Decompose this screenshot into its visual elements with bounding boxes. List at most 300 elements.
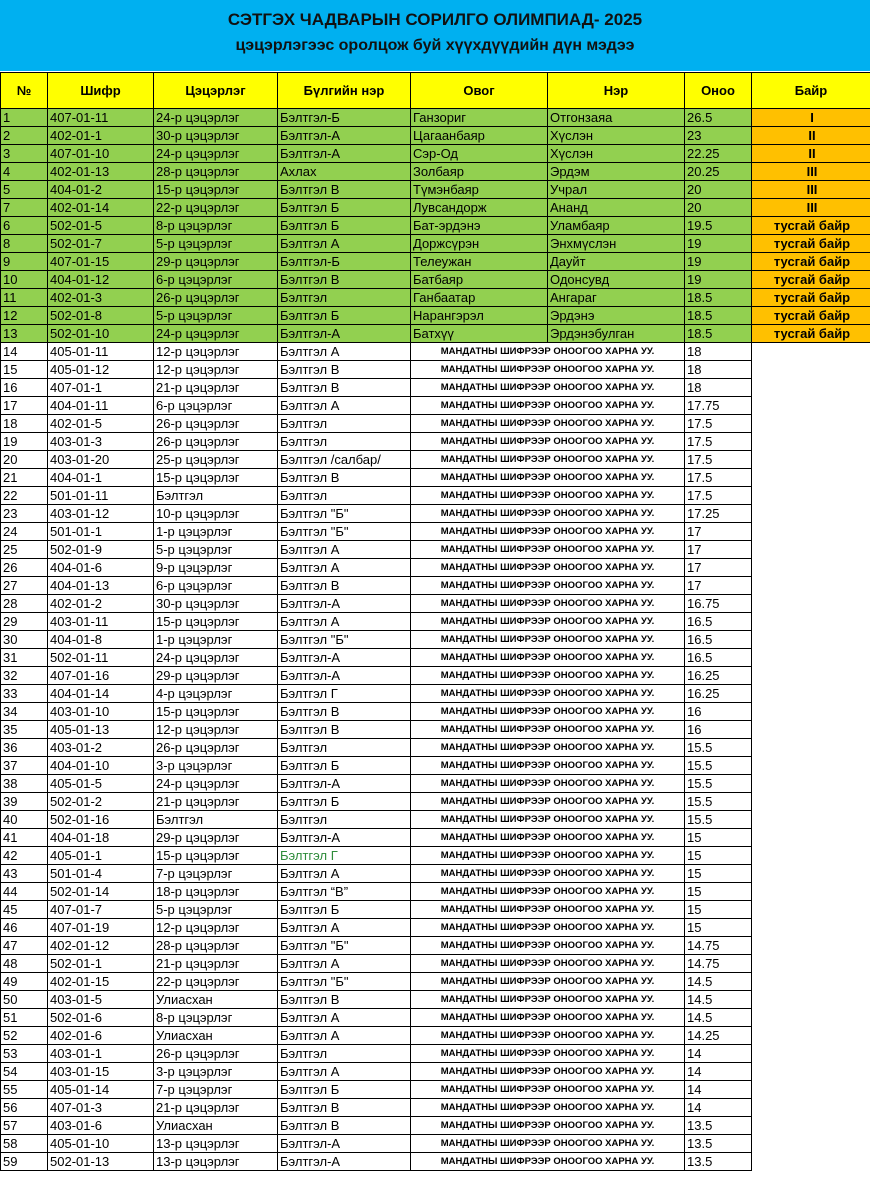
cell-kindergarten: 12-р цэцэрлэг [154,343,278,361]
cell-group: Бэлтгэл А [278,235,411,253]
cell-no: 21 [1,469,48,487]
col-header-score: Оноо [685,73,752,109]
cell-kindergarten: 15-р цэцэрлэг [154,847,278,865]
cell-masked-message: МАНДАТНЫ ШИФРЭЭР ОНООГОО ХАРНА УУ. [411,595,685,613]
cell-code: 404-01-1 [48,469,154,487]
cell-score: 16.25 [685,667,752,685]
table-row [1,487,870,505]
cell-kindergarten: 26-р цэцэрлэг [154,739,278,757]
cell-place-empty [752,937,870,955]
cell-score: 18 [685,361,752,379]
cell-code: 502-01-9 [48,541,154,559]
cell-code: 405-01-11 [48,343,154,361]
cell-place: тусгай байр [752,289,870,307]
cell-group: Бэлтгэл В [278,1117,411,1135]
cell-kindergarten: 8-р цэцэрлэг [154,1009,278,1027]
cell-kindergarten: 21-р цэцэрлэг [154,793,278,811]
cell-no: 25 [1,541,48,559]
cell-no: 51 [1,1009,48,1027]
cell-group: Бэлтгэл В [278,991,411,1009]
cell-masked-message: МАНДАТНЫ ШИФРЭЭР ОНООГОО ХАРНА УУ. [411,469,685,487]
results-table [0,72,870,1171]
cell-no: 57 [1,1117,48,1135]
cell-no: 47 [1,937,48,955]
cell-code: 403-01-5 [48,991,154,1009]
cell-masked-message: МАНДАТНЫ ШИФРЭЭР ОНООГОО ХАРНА УУ. [411,919,685,937]
cell-code: 404-01-11 [48,397,154,415]
cell-code: 407-01-16 [48,667,154,685]
cell-group: Бэлтгэл Б [278,901,411,919]
cell-group: Бэлтгэл-А [278,127,411,145]
table-row [1,361,870,379]
cell-group: Бэлтгэл В [278,469,411,487]
header-row [1,73,870,109]
cell-score: 14.75 [685,955,752,973]
cell-score: 22.25 [685,145,752,163]
cell-name: Дауйт [548,253,685,271]
cell-code: 407-01-11 [48,109,154,127]
cell-masked-message: МАНДАТНЫ ШИФРЭЭР ОНООГОО ХАРНА УУ. [411,649,685,667]
cell-score: 14 [685,1063,752,1081]
cell-kindergarten: 25-р цэцэрлэг [154,451,278,469]
cell-group: Бэлтгэл "Б" [278,505,411,523]
cell-group: Бэлтгэл А [278,1009,411,1027]
cell-no: 14 [1,343,48,361]
winner-row [1,289,870,307]
cell-kindergarten: 7-р цэцэрлэг [154,865,278,883]
cell-group: Бэлтгэл “В” [278,883,411,901]
cell-group: Бэлтгэл-А [278,1135,411,1153]
cell-place-empty [752,1027,870,1045]
table-row [1,397,870,415]
cell-no: 36 [1,739,48,757]
cell-place-empty [752,469,870,487]
cell-place-empty [752,955,870,973]
cell-no: 32 [1,667,48,685]
cell-name: Хүслэн [548,145,685,163]
table-row [1,1009,870,1027]
col-header-kindergarten: Цэцэрлэг [154,73,278,109]
cell-place: III [752,163,870,181]
cell-group: Бэлтгэл-А [278,775,411,793]
table-row [1,703,870,721]
cell-code: 405-01-5 [48,775,154,793]
table-row [1,541,870,559]
cell-masked-message: МАНДАТНЫ ШИФРЭЭР ОНООГОО ХАРНА УУ. [411,991,685,1009]
winner-row [1,325,870,343]
cell-code: 402-01-15 [48,973,154,991]
cell-no: 4 [1,163,48,181]
cell-code: 502-01-10 [48,325,154,343]
cell-place-empty [752,415,870,433]
cell-masked-message: МАНДАТНЫ ШИФРЭЭР ОНООГОО ХАРНА УУ. [411,829,685,847]
cell-place-empty [752,577,870,595]
cell-code: 502-01-1 [48,955,154,973]
cell-masked-message: МАНДАТНЫ ШИФРЭЭР ОНООГОО ХАРНА УУ. [411,703,685,721]
cell-no: 59 [1,1153,48,1171]
cell-kindergarten: 9-р цэцэрлэг [154,559,278,577]
cell-masked-message: МАНДАТНЫ ШИФРЭЭР ОНООГОО ХАРНА УУ. [411,973,685,991]
cell-place-empty [752,1009,870,1027]
cell-code: 404-01-12 [48,271,154,289]
cell-kindergarten: 29-р цэцэрлэг [154,667,278,685]
cell-score: 14.5 [685,973,752,991]
cell-place-empty [752,991,870,1009]
cell-score: 17.5 [685,415,752,433]
cell-masked-message: МАНДАТНЫ ШИФРЭЭР ОНООГОО ХАРНА УУ. [411,937,685,955]
cell-no: 38 [1,775,48,793]
cell-group: Бэлтгэл-А [278,1153,411,1171]
cell-kindergarten: 28-р цэцэрлэг [154,163,278,181]
cell-score: 16.75 [685,595,752,613]
cell-score: 19 [685,253,752,271]
cell-surname: Ганбаатар [411,289,548,307]
cell-place: тусгай байр [752,307,870,325]
cell-group: Бэлтгэл В [278,181,411,199]
cell-place: тусгай байр [752,217,870,235]
cell-kindergarten: 22-р цэцэрлэг [154,973,278,991]
cell-masked-message: МАНДАТНЫ ШИФРЭЭР ОНООГОО ХАРНА УУ. [411,901,685,919]
cell-place-empty [752,1045,870,1063]
cell-code: 404-01-2 [48,181,154,199]
cell-kindergarten: 30-р цэцэрлэг [154,595,278,613]
cell-code: 404-01-13 [48,577,154,595]
cell-code: 402-01-14 [48,199,154,217]
cell-no: 34 [1,703,48,721]
cell-group: Бэлтгэл [278,289,411,307]
cell-code: 502-01-7 [48,235,154,253]
cell-place-empty [752,397,870,415]
cell-kindergarten: 26-р цэцэрлэг [154,415,278,433]
cell-kindergarten: 1-р цэцэрлэг [154,523,278,541]
table-row [1,1153,870,1171]
cell-surname: Нарангэрэл [411,307,548,325]
table-row [1,847,870,865]
cell-kindergarten: 5-р цэцэрлэг [154,901,278,919]
cell-group: Бэлтгэл [278,739,411,757]
cell-kindergarten: Улиасхан [154,1027,278,1045]
cell-code: 402-01-1 [48,127,154,145]
cell-masked-message: МАНДАТНЫ ШИФРЭЭР ОНООГОО ХАРНА УУ. [411,757,685,775]
cell-kindergarten: 24-р цэцэрлэг [154,145,278,163]
cell-surname: Доржсүрэн [411,235,548,253]
cell-place: тусгай байр [752,325,870,343]
cell-code: 502-01-8 [48,307,154,325]
col-header-code: Шифр [48,73,154,109]
cell-code: 405-01-13 [48,721,154,739]
cell-group: Бэлтгэл В [278,379,411,397]
cell-no: 20 [1,451,48,469]
cell-score: 14 [685,1081,752,1099]
cell-place-empty [752,1099,870,1117]
table-row [1,343,870,361]
cell-no: 5 [1,181,48,199]
winner-row [1,163,870,181]
cell-code: 404-01-18 [48,829,154,847]
table-row [1,991,870,1009]
cell-score: 14 [685,1045,752,1063]
cell-masked-message: МАНДАТНЫ ШИФРЭЭР ОНООГОО ХАРНА УУ. [411,793,685,811]
cell-kindergarten: 5-р цэцэрлэг [154,307,278,325]
cell-no: 17 [1,397,48,415]
cell-group: Бэлтгэл-А [278,667,411,685]
cell-group: Бэлтгэл В [278,271,411,289]
cell-place-empty [752,811,870,829]
cell-group: Бэлтгэл А [278,955,411,973]
cell-code: 404-01-14 [48,685,154,703]
cell-score: 18 [685,379,752,397]
cell-masked-message: МАНДАТНЫ ШИФРЭЭР ОНООГОО ХАРНА УУ. [411,541,685,559]
cell-no: 13 [1,325,48,343]
cell-kindergarten: 8-р цэцэрлэг [154,217,278,235]
cell-kindergarten: Бэлтгэл [154,811,278,829]
cell-score: 17.75 [685,397,752,415]
cell-no: 35 [1,721,48,739]
cell-code: 403-01-2 [48,739,154,757]
cell-group: Бэлтгэл В [278,721,411,739]
cell-place-empty [752,1153,870,1171]
cell-no: 7 [1,199,48,217]
cell-no: 44 [1,883,48,901]
header-banner [0,0,870,71]
cell-score: 16.5 [685,631,752,649]
cell-score: 15 [685,883,752,901]
cell-group: Бэлтгэл А [278,1063,411,1081]
cell-group: Бэлтгэл Г [278,685,411,703]
cell-group: Бэлтгэл-Б [278,109,411,127]
page-title: СЭТГЭХ ЧАДВАРЫН СОРИЛГО ОЛИМПИАД- 2025 [227,10,643,29]
cell-place-empty [752,505,870,523]
cell-group: Бэлтгэл "Б" [278,973,411,991]
cell-masked-message: МАНДАТНЫ ШИФРЭЭР ОНООГОО ХАРНА УУ. [411,1117,685,1135]
cell-place-empty [752,865,870,883]
cell-group: Бэлтгэл-А [278,595,411,613]
cell-code: 502-01-13 [48,1153,154,1171]
cell-masked-message: МАНДАТНЫ ШИФРЭЭР ОНООГОО ХАРНА УУ. [411,397,685,415]
cell-kindergarten: 3-р цэцэрлэг [154,1063,278,1081]
cell-group: Бэлтгэл А [278,865,411,883]
cell-name: Эрдэнэбулган [548,325,685,343]
cell-score: 26.5 [685,109,752,127]
cell-group: Бэлтгэл Б [278,199,411,217]
cell-place-empty [752,883,870,901]
cell-masked-message: МАНДАТНЫ ШИФРЭЭР ОНООГОО ХАРНА УУ. [411,505,685,523]
table-row [1,613,870,631]
winner-row [1,181,870,199]
cell-kindergarten: 13-р цэцэрлэг [154,1153,278,1171]
cell-kindergarten: 5-р цэцэрлэг [154,235,278,253]
cell-score: 17.5 [685,451,752,469]
cell-no: 39 [1,793,48,811]
cell-group: Бэлтгэл А [278,1027,411,1045]
cell-code: 402-01-2 [48,595,154,613]
cell-place-empty [752,703,870,721]
cell-name: Ананд [548,199,685,217]
cell-kindergarten: 21-р цэцэрлэг [154,1099,278,1117]
cell-no: 23 [1,505,48,523]
cell-no: 43 [1,865,48,883]
cell-masked-message: МАНДАТНЫ ШИФРЭЭР ОНООГОО ХАРНА УУ. [411,577,685,595]
cell-place: II [752,145,870,163]
cell-kindergarten: 24-р цэцэрлэг [154,109,278,127]
table-row [1,451,870,469]
cell-kindergarten: 15-р цэцэрлэг [154,613,278,631]
cell-group: Бэлтгэл /салбар/ [278,451,411,469]
table-row [1,757,870,775]
cell-no: 50 [1,991,48,1009]
table-row [1,811,870,829]
cell-no: 55 [1,1081,48,1099]
cell-no: 56 [1,1099,48,1117]
cell-no: 12 [1,307,48,325]
cell-score: 16 [685,721,752,739]
cell-code: 402-01-6 [48,1027,154,1045]
table-row [1,685,870,703]
cell-name: Эрдэнэ [548,307,685,325]
cell-code: 407-01-7 [48,901,154,919]
cell-masked-message: МАНДАТНЫ ШИФРЭЭР ОНООГОО ХАРНА УУ. [411,1045,685,1063]
cell-group: Бэлтгэл "Б" [278,631,411,649]
cell-no: 10 [1,271,48,289]
cell-name: Отгонзаяа [548,109,685,127]
table-row [1,919,870,937]
cell-score: 17.5 [685,487,752,505]
table-row [1,1027,870,1045]
cell-code: 502-01-14 [48,883,154,901]
cell-kindergarten: 26-р цэцэрлэг [154,433,278,451]
cell-score: 17 [685,559,752,577]
cell-group: Бэлтгэл "Б" [278,523,411,541]
cell-no: 28 [1,595,48,613]
winner-row [1,217,870,235]
cell-place-empty [752,343,870,361]
col-header-surname: Овог [411,73,548,109]
cell-code: 502-01-5 [48,217,154,235]
cell-group: Бэлтгэл Г [278,847,411,865]
cell-surname: Лувсандорж [411,199,548,217]
table-row [1,1117,870,1135]
cell-score: 17 [685,523,752,541]
cell-place-empty [752,649,870,667]
cell-no: 27 [1,577,48,595]
page-subtitle: цэцэрлэгээс оролцож буй хүүхдүүдийн дүн мэдээ [235,37,635,54]
table-row [1,973,870,991]
cell-no: 3 [1,145,48,163]
cell-kindergarten: Улиасхан [154,991,278,1009]
cell-kindergarten: 12-р цэцэрлэг [154,361,278,379]
cell-code: 402-01-5 [48,415,154,433]
cell-score: 14.5 [685,991,752,1009]
cell-place-empty [752,739,870,757]
cell-no: 16 [1,379,48,397]
cell-kindergarten: 7-р цэцэрлэг [154,1081,278,1099]
table-row [1,865,870,883]
cell-no: 9 [1,253,48,271]
cell-code: 405-01-1 [48,847,154,865]
cell-no: 58 [1,1135,48,1153]
cell-place: тусгай байр [752,271,870,289]
cell-place-empty [752,1135,870,1153]
cell-kindergarten: 4-р цэцэрлэг [154,685,278,703]
cell-score: 16.5 [685,613,752,631]
cell-group: Ахлах [278,163,411,181]
cell-score: 18.5 [685,289,752,307]
cell-masked-message: МАНДАТНЫ ШИФРЭЭР ОНООГОО ХАРНА УУ. [411,1027,685,1045]
cell-score: 19 [685,271,752,289]
cell-kindergarten: 13-р цэцэрлэг [154,1135,278,1153]
table-row [1,1045,870,1063]
cell-no: 48 [1,955,48,973]
table-row [1,505,870,523]
cell-score: 13.5 [685,1153,752,1171]
col-header-group: Бүлгийн нэр [278,73,411,109]
cell-no: 42 [1,847,48,865]
cell-score: 17.25 [685,505,752,523]
cell-no: 2 [1,127,48,145]
cell-code: 402-01-3 [48,289,154,307]
cell-kindergarten: 30-р цэцэрлэг [154,127,278,145]
table-row [1,883,870,901]
cell-place-empty [752,451,870,469]
cell-no: 26 [1,559,48,577]
winner-row [1,145,870,163]
cell-name: Хүслэн [548,127,685,145]
cell-code: 407-01-19 [48,919,154,937]
cell-code: 405-01-14 [48,1081,154,1099]
table-row [1,577,870,595]
cell-group: Бэлтгэл-А [278,325,411,343]
cell-group: Бэлтгэл Б [278,1081,411,1099]
cell-no: 24 [1,523,48,541]
cell-score: 15.5 [685,739,752,757]
cell-score: 19.5 [685,217,752,235]
cell-group: Бэлтгэл А [278,613,411,631]
cell-no: 40 [1,811,48,829]
cell-kindergarten: 6-р цэцэрлэг [154,271,278,289]
cell-no: 29 [1,613,48,631]
cell-kindergarten: 5-р цэцэрлэг [154,541,278,559]
cell-masked-message: МАНДАТНЫ ШИФРЭЭР ОНООГОО ХАРНА УУ. [411,613,685,631]
cell-name: Эрдэм [548,163,685,181]
cell-code: 403-01-12 [48,505,154,523]
cell-group: Бэлтгэл Б [278,757,411,775]
cell-kindergarten: 28-р цэцэрлэг [154,937,278,955]
cell-no: 54 [1,1063,48,1081]
cell-surname: Түмэнбаяр [411,181,548,199]
cell-code: 404-01-6 [48,559,154,577]
winner-row [1,199,870,217]
cell-place-empty [752,685,870,703]
cell-surname: Ганзориг [411,109,548,127]
cell-no: 31 [1,649,48,667]
winner-row [1,271,870,289]
cell-place-empty [752,559,870,577]
cell-no: 45 [1,901,48,919]
cell-kindergarten: 26-р цэцэрлэг [154,289,278,307]
table-row [1,775,870,793]
cell-place-empty [752,487,870,505]
cell-place: I [752,109,870,127]
cell-no: 1 [1,109,48,127]
table-row [1,1081,870,1099]
table-row [1,1063,870,1081]
cell-code: 502-01-16 [48,811,154,829]
table-row [1,649,870,667]
cell-group: Бэлтгэл А [278,343,411,361]
cell-place-empty [752,379,870,397]
cell-place-empty [752,1117,870,1135]
cell-code: 403-01-1 [48,1045,154,1063]
